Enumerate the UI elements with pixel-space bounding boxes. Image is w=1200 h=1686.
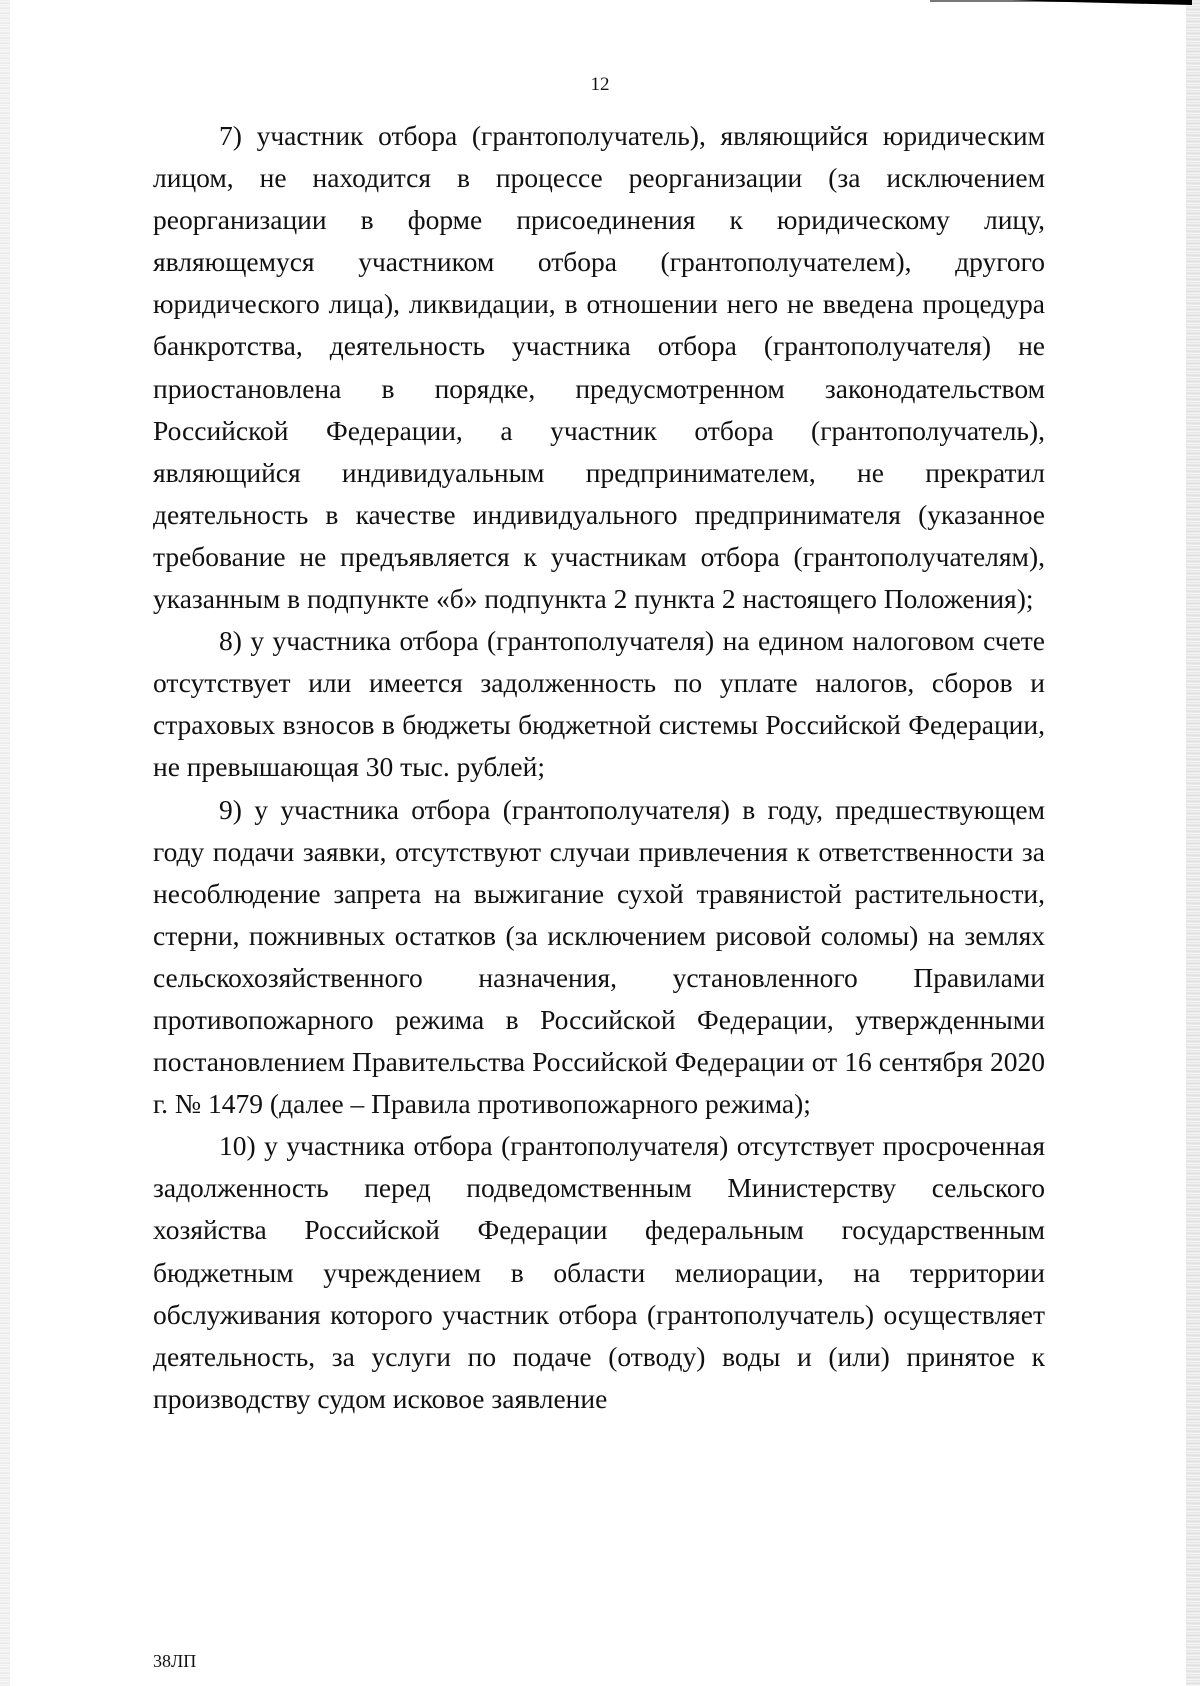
paragraph-item-7: 7) участник отбора (грантополучатель), являющийся юридическим лицом, не находится в процессе реорганизации (за исключением реорганизации в форме присоединения к юридическому лицу, являющемуся участником отбора (грантополучателем), другого юридического лица), ликвидации, в отношении него не введена процедура банкротства, деятельность участника отбора (грантополучателя) не приостановлена в порядке, предусмотренном законодательством Российской Федерации, а участник отбора (грантополучатель), являющийся индивидуальным предпринимателем, не прекратил деятельность в качестве индивидуального предпринимателя (указанное требование не предъявляется к участникам отбора (грантополучателям), указанным в подпункте «б» подпункта 2 пункта 2 настоящего Положения); xyxy=(153,120,1045,615)
document-body xyxy=(153,115,1045,1420)
page-number: 12 xyxy=(590,74,610,95)
scan-edge-right xyxy=(1186,0,1200,1686)
footer-document-code: 38ЛП xyxy=(153,1651,197,1671)
paragraph-item-8: 8) у участника отбора (грантополучателя) на едином налоговом счете отсутствует или имеется задолженность по уплате налогов, сборов и страховых взносов в бюджеты бюджетной системы Российской Федерации, не превышающая 30 тыс. рублей; xyxy=(153,625,1045,783)
paragraph-item-9: 9) у участника отбора (грантополучателя) в году, предшествующем году подачи заявки, отсутствуют случаи привлечения к ответственности за несоблюдение запрета на выжигание сухой травянистой растительности, стерни, пожнивных остатков (за исключением рисовой соломы) на землях сельскохозяйственного назначения, установленного Правилами противопожарного режима в Российской Федерации, утвержденными постановлением Правительства Российской Федерации от 16 сентября 2020 г. № 1479 (далее – Правила противопожарного режима); xyxy=(153,793,1045,1120)
scan-artifact-streak xyxy=(1012,0,1192,5)
paragraph-item-10: 10) у участника отбора (грантополучателя) отсутствует просроченная задолженность перед подведомственным Министерству сельского хозяйства Российской Федерации федеральным государственным бюджетным учреждением в области мелиорации, на территории обслуживания которого участник отбора (грантополучатель) осуществляет деятельность, за услуги по подаче (отводу) воды и (или) принятое к производству судом исковое заявление xyxy=(153,1130,1045,1414)
scan-edge-left xyxy=(0,0,10,1686)
